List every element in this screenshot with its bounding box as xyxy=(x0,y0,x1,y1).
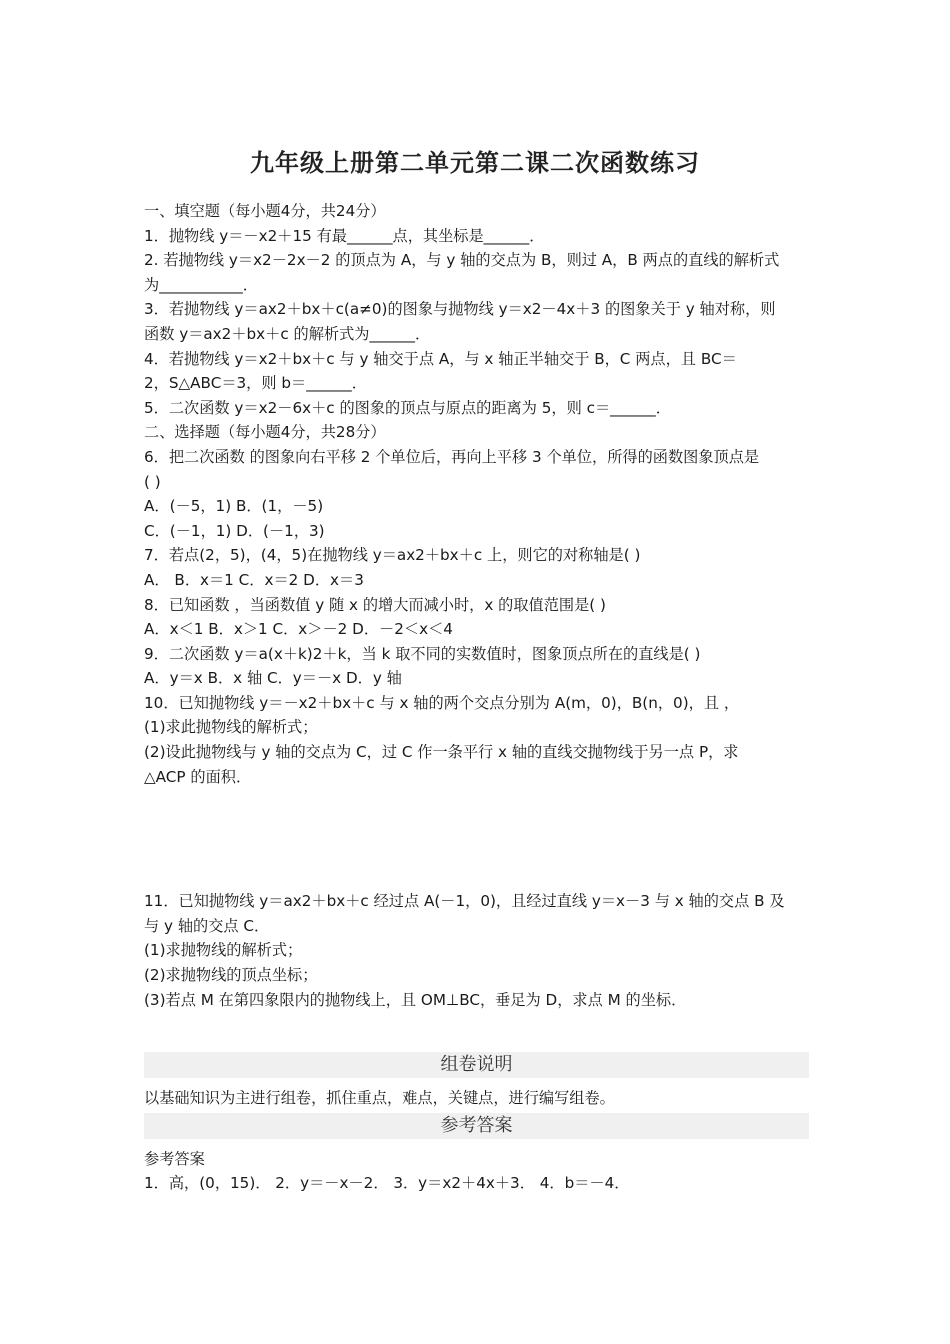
compose-notes-text: 以基础知识为主进行组卷，抓住重点，难点，关键点，进行编写组卷。 xyxy=(144,1089,615,1108)
choice-line: A． B．x＝1 C．x＝2 D．x＝3 xyxy=(144,570,364,589)
question-line: 函数 y＝ax2＋bx＋c 的解析式为______． xyxy=(144,324,431,343)
question-line: 2，S△ABC＝3，则 b＝______． xyxy=(144,374,367,393)
choice-line: A．(－5，1) B．(1，－5) xyxy=(144,497,324,516)
question-line: 6．把二次函数 的图象向右平移 2 个单位后，再向上平移 3 个单位，所得的函数图象顶点是 xyxy=(144,447,760,466)
question-line: 11．已知抛物线 y＝ax2＋bx＋c 经过点 A(－1，0)，且经过直线 y＝x－3 与 x 轴的交点 B 及 xyxy=(144,892,785,911)
question-line: 7．若点(2，5)，(4，5)在抛物线 y＝ax2＋bx＋c 上，则它的对称轴是( ) xyxy=(144,546,641,565)
question-line: △ACP 的面积． xyxy=(144,767,252,786)
compose-notes-heading: 组卷说明 xyxy=(144,1052,809,1078)
question-line: 为___________． xyxy=(144,275,258,294)
blank-space xyxy=(144,1012,809,1050)
page-title: 九年级上册第二单元第二课二次函数练习 xyxy=(250,149,700,177)
choice-line: A．x＜1 B．x＞1 C．x＞－2 D．－2＜x＜4 xyxy=(144,620,453,639)
question-line: (1)求此抛物线的解析式； xyxy=(144,718,318,737)
question-line: 与 y 轴的交点 C． xyxy=(144,916,270,935)
question-line: 5．二次函数 y＝x2－6x＋c 的图象的顶点与原点的距离为 5，则 c＝______． xyxy=(144,398,671,417)
question-line: 8．已知函数 ，当函数值 y 随 x 的增大而减小时，x 的取值范围是( ) xyxy=(144,595,606,614)
question-line: (2)求抛物线的顶点坐标； xyxy=(144,966,318,985)
question-line: 9．二次函数 y＝a(x＋k)2＋k，当 k 取不同的实数值时，图象顶点所在的直线是( ) xyxy=(144,644,701,663)
answers-text: 1．高，(0，15)． 2．y＝－x－2． 3．y＝x2＋4x＋3． 4．b＝－4． xyxy=(144,1174,630,1193)
question-line: 1．抛物线 y＝－x2＋15 有最______点，其坐标是______． xyxy=(144,226,545,245)
choice-line: A．y＝x B．x 轴 C．y＝－x D．y 轴 xyxy=(144,669,402,688)
blank-space xyxy=(144,789,809,889)
question-line: 4．若抛物线 y＝x2＋bx＋c 与 y 轴交于点 A，与 x 轴正半轴交于 B，C 两点，且 BC＝ xyxy=(144,349,737,368)
answers-label: 参考答案 xyxy=(144,1149,205,1168)
question-line: 2. 若抛物线 y＝x2－2x－2 的顶点为 A，与 y 轴的交点为 B，则过 A，B 两点的直线的解析式 xyxy=(144,251,780,270)
choice-line: C．(－1，1) D．(－1，3) xyxy=(144,521,325,540)
section-heading-multiple-choice: 二、选择题（每小题4分，共28分） xyxy=(144,423,386,442)
document-body xyxy=(144,199,809,1196)
question-line: (1)求抛物线的解析式； xyxy=(144,941,303,960)
question-line: (3)若点 M 在第四象限内的抛物线上，且 OM⊥BC，垂足为 D，求点 M 的坐标． xyxy=(144,990,687,1009)
question-line: 3．若抛物线 y＝ax2＋bx＋c(a≠0)的图象与抛物线 y＝x2－4x＋3 的图象关于 y 轴对称，则 xyxy=(144,300,776,319)
question-line: ( ) xyxy=(144,472,161,491)
section-heading-fill-in: 一、填空题（每小题4分，共24分） xyxy=(144,202,386,220)
answers-heading: 参考答案 xyxy=(144,1113,809,1139)
question-line: (2)设此抛物线与 y 轴的交点为 C，过 C 作一条平行 x 轴的直线交抛物线于另一点 P，求 xyxy=(144,743,739,762)
question-line: 10．已知抛物线 y＝－x2＋bx＋c 与 x 轴的两个交点分别为 A(m，0)，B(n，0)，且 ， xyxy=(144,693,740,712)
